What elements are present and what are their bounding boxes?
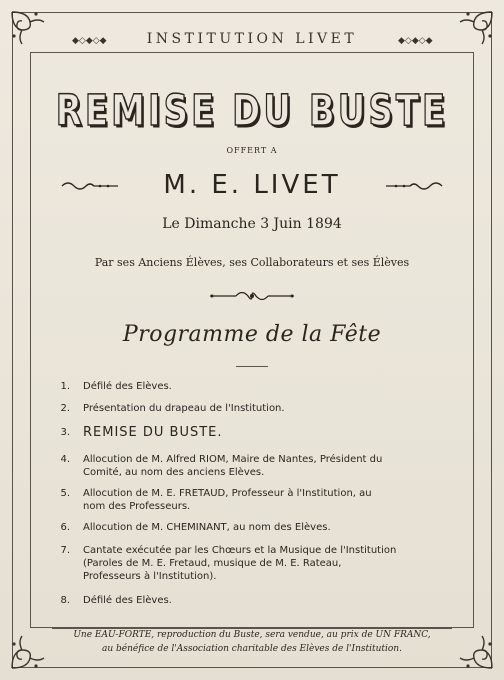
header-ornament-right: ◆◇◆◇◆ (398, 36, 433, 46)
offered-label: OFFERT A (226, 146, 278, 155)
header-ornament-left: ◆◇◆◇◆ (72, 36, 107, 46)
program-heading-underline (236, 366, 268, 367)
swirl-ornament-right (384, 178, 444, 194)
footer-line-1: Une EAU-FORTE, reproduction du Buste, sera vendue, au prix de UN FRANC, (73, 630, 431, 640)
header-divider (52, 52, 452, 53)
program-heading: Programme de la Fête (122, 322, 382, 347)
institution-header: INSTITUTION LIVET (146, 31, 358, 47)
center-flourish (206, 288, 298, 304)
event-date: Le Dimanche 3 Juin 1894 (162, 216, 342, 232)
footer-note (30, 628, 474, 656)
honoree-name: M. E. LIVET (163, 170, 341, 200)
main-title: REMISE DU BUSTE (55, 86, 449, 136)
footer-line-2: au bénéfice de l'Association charitable des Elèves de l'Institution. (102, 644, 402, 654)
dedication-line: Par ses Anciens Élèves, ses Collaborateurs et ses Élèves (94, 256, 410, 269)
program-sheet: ◆◇◆◇◆ INSTITUTION LIVET ◆◇◆◇◆ REMISE DU BUSTE OFFERT A M. E. LIVET Le Dimanche 3 Juin 1894 Par ses Anciens Élèves, ses Collaborateurs et ses Élèves Programme de la Fête 1. Défilé des Elèves. 2. Présentation du drapeau de l'Institution. 3. REMISE DU BUSTE. 4. Allocution de M. Alfred RIOM, Maire de Nantes, Président du Comité, au nom des anciens Elèves. 5. Allocution de M. E. FRETAUD, Professeur à l'Institution, au nom des Professeurs. 6. Allocution de M. CHEMINANT, au nom des Elèves. 7. Cantate exécutée par les Chœurs et la Musique de l'Institution (Paroles de M. E. Fretaud, musique de M. E. Rateau, Professeurs à l'Institution). 8. Défilé des Elèves. Une EAU-FORTE, reproduction du Buste, sera vendue, au prix de UN FRANC, au bénéfice de l'Association charitable des Elèves de l'Institution. (0, 0, 504, 680)
